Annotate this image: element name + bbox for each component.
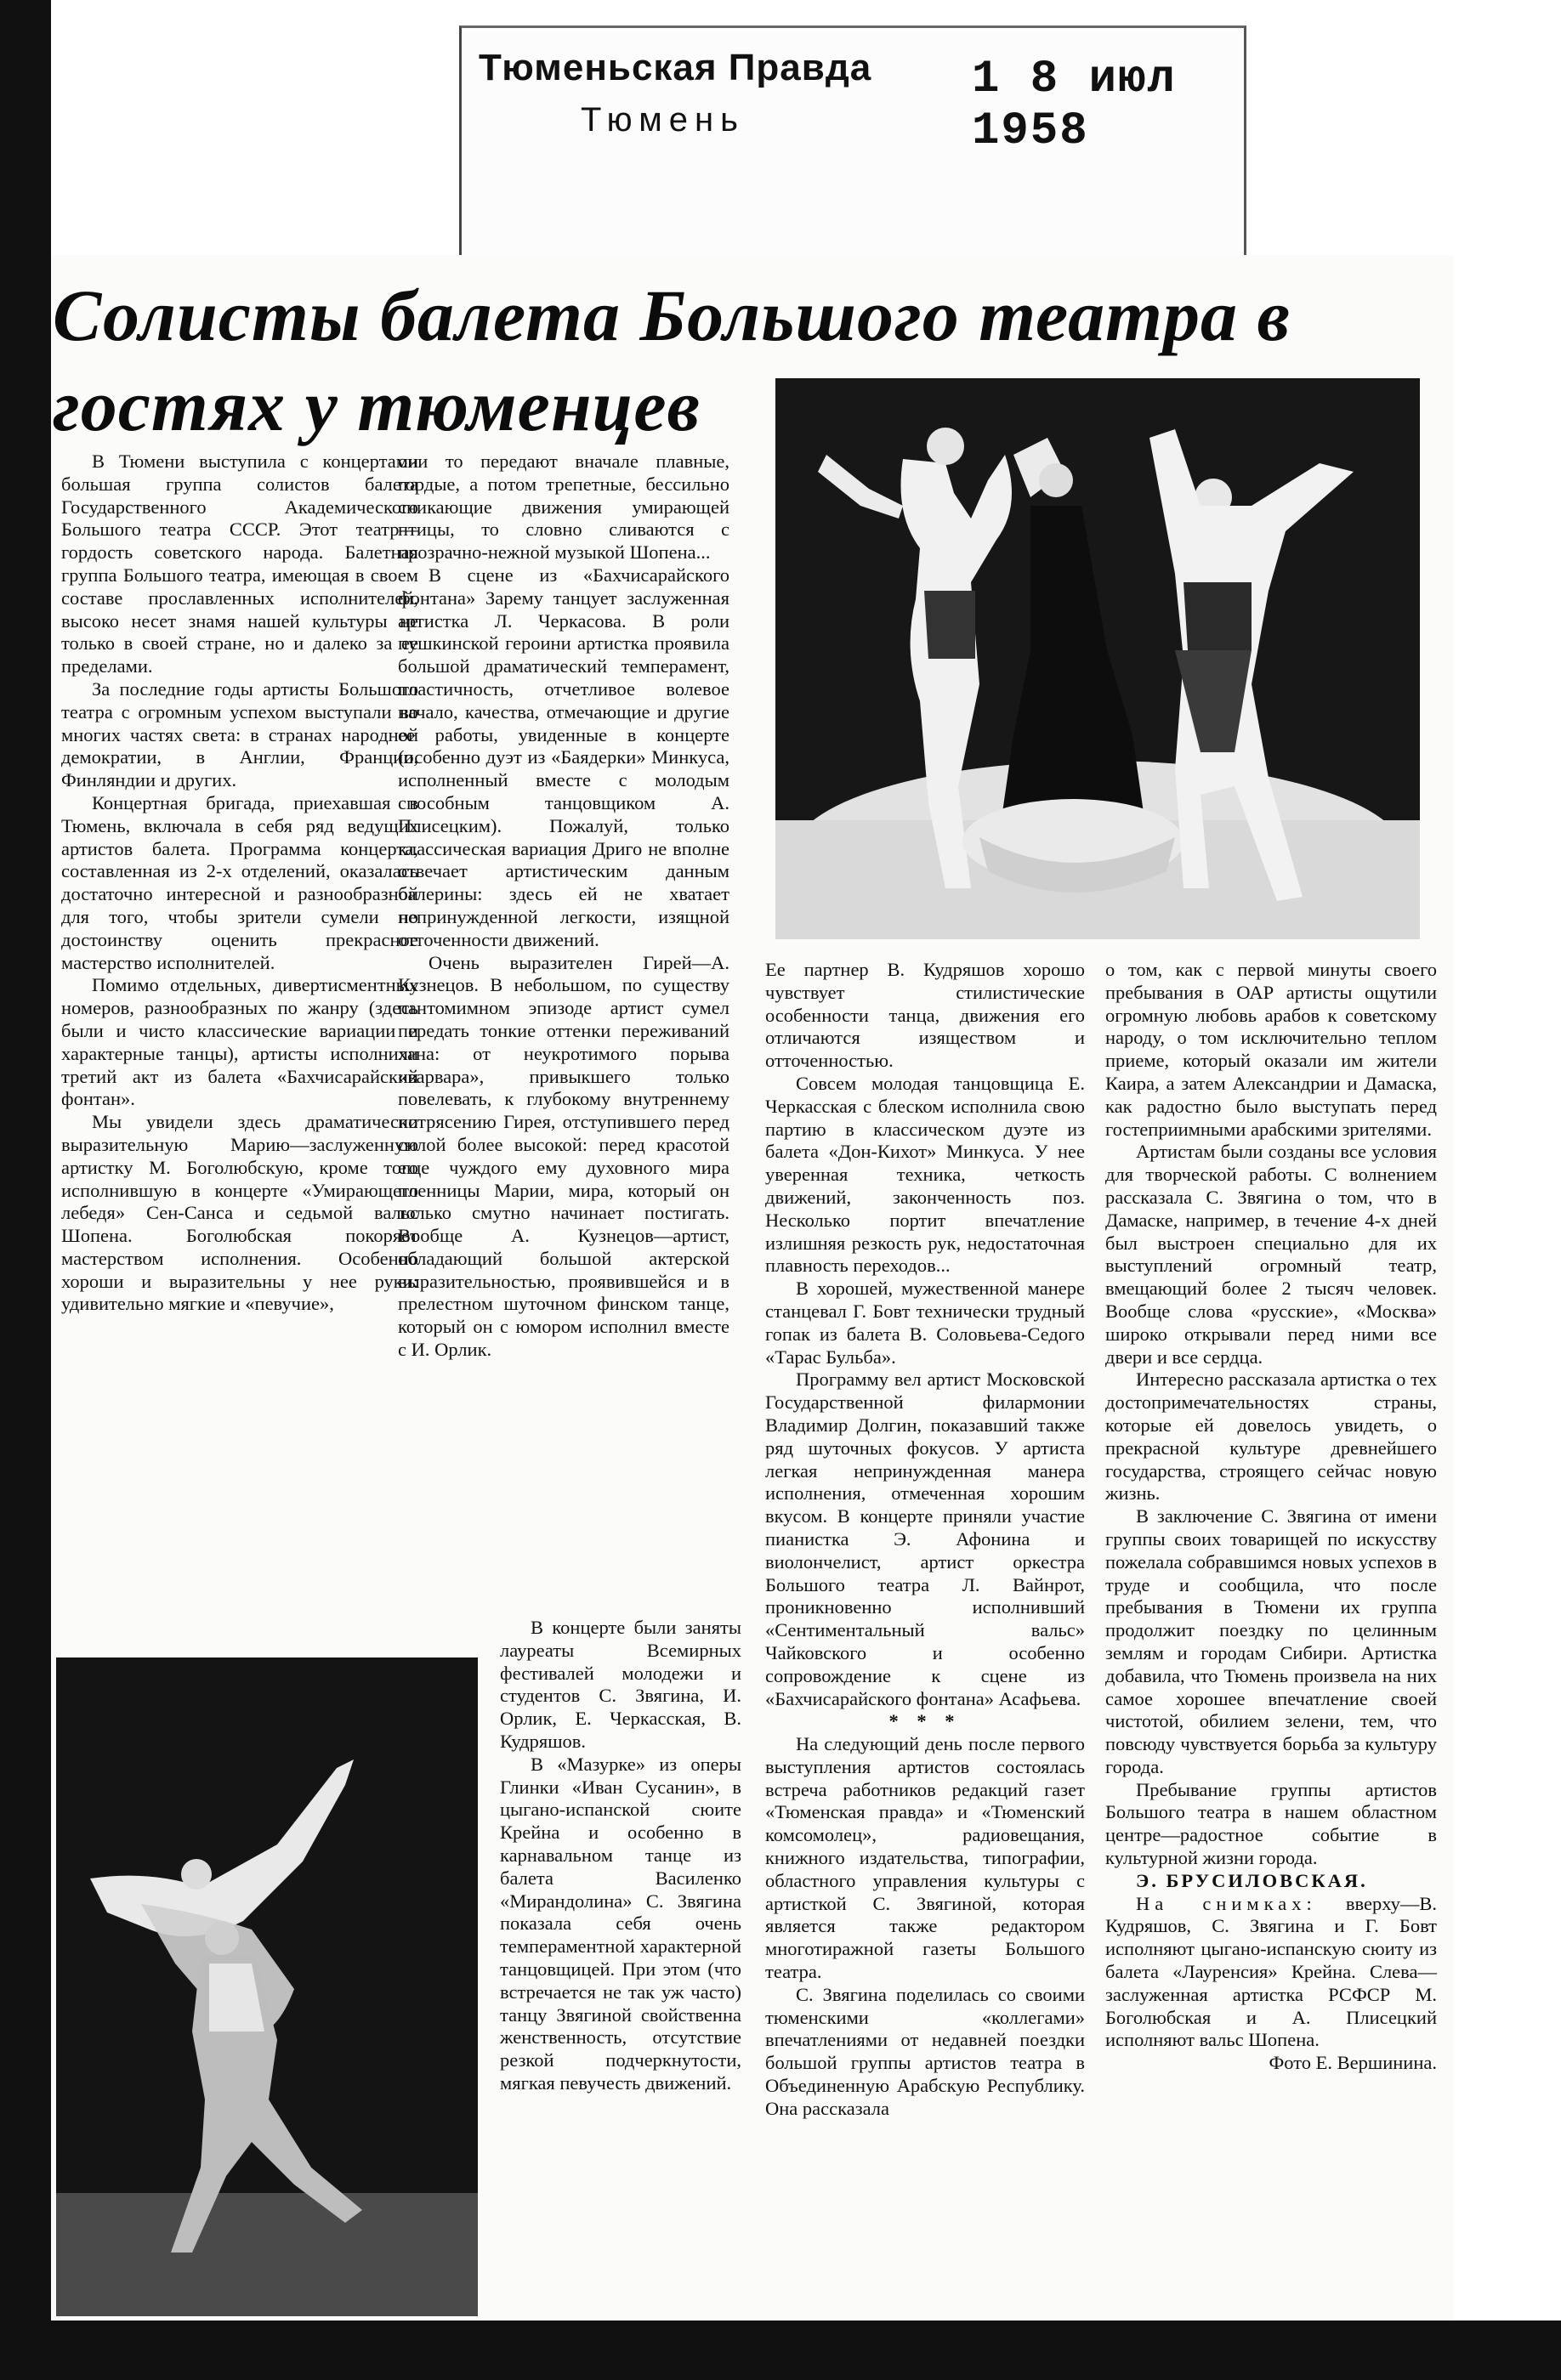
paragraph: С. Звягина поделилась со своими тюменскими «коллегами» впечатлениями от недавней поездки большой группы артистов театра в Объединенную Арабскую Республику. Она рассказала xyxy=(765,1983,1085,2119)
author-signature: Э. БРУСИЛОВСКАЯ. xyxy=(1136,1869,1368,1891)
caption-lead: На снимках: xyxy=(1136,1892,1317,1914)
article-column-2b xyxy=(500,1617,741,2095)
paragraph: Концертная бригада, приехавшая в Тюмень, включала в себя ряд ведущих артистов балета. Программа концерта, составленная из 2-х отделений, оказалась достаточно интересной и разнообразной для того, чтобы зрители сумели по достоинству оценить прекрасное мастерство исполнителей. xyxy=(61,791,418,973)
scan-border-left xyxy=(0,0,51,2380)
paragraph: Ее партнер В. Кудряшов хорошо чувствует стилистические особенности танца, движения его отличаются изяществом и отточенностью. xyxy=(765,959,1085,1072)
newspaper-slip xyxy=(459,26,1246,275)
paragraph: На следующий день после первого выступления артистов состоялась встреча работников редакций газет «Тюменская правда» и «Тюменский комсомолец», радиовещания, книжного издательства, типографии, областного управления культуры с артисткой С. Звягиной, которая является также редактором многотиражной газеты Большого театра. xyxy=(765,1733,1085,1983)
paragraph: Совсем молодая танцовщица Е. Черкасская с блеском исполнила свою партию в классическом дуэте из балета «Дон-Кихот» Минкуса. У нее уверенная техника, четкость движений, законченность поз. Несколько портит впечатление излишняя резкость рук, недостаточная плавность переходов... xyxy=(765,1072,1085,1277)
paragraph: В сцене из «Бахчисарайского фонтана» Зарему танцует заслуженная артистка Л. Черкасова. В роли пушкинской героини артистка проявила большой драматический темперамент, пластичность, отчетливое волевое начало, качества, отмечающие и другие ее работы, увиденные в концерте (особенно дуэт из «Баядерки» Минкуса, исполненный вместе с молодым способным танцовщиком А. Плисецким). Пожалуй, только классическая вариация Дриго не вполне отвечает артистическим данным балерины: здесь ей не хватает непринужденной легкости, изящной отточенности движений. xyxy=(398,564,729,950)
paragraph: За последние годы артисты Большого театра с огромным успехом выступали во многих частях света: в странах народной демократии, в Англии, Франции, Финляндии и других. xyxy=(61,677,418,791)
photo-caption xyxy=(1105,1893,1437,2053)
paragraph: Мы увидели здесь драматически выразительную Марию—заслуженную артистку М. Боголюбскую, кроме того исполнившую в концерте «Умирающего лебедя» Сен-Санса и седьмой вальс Шопена. Боголюбская покоряет мастерством исполнения. Особенно хороши и выразительны у нее руки: удивительно мягкие и «певучие», xyxy=(61,1111,418,1315)
paragraph: о том, как с первой минуты своего пребывания в ОАР артисты ощутили огромную любовь арабов к советскому народу, о том исключительно теплом приеме, который оказали им жители Каира, а затем Александрии и Дамаска, как радостно было выступать перед гостеприимными арабскими зрителями. xyxy=(1105,959,1437,1140)
paragraph: В хорошей, мужественной манере станцевал Г. Бовт технически трудный гопак из балета В. Соловьева-Седого «Тарас Бульба». xyxy=(765,1278,1085,1368)
paragraph: В Тюмени выступила с концертами большая группа солистов балета Государственного Академического Большого театра СССР. Этот театр—гордость советского народа. Балетная группа Большого театра, имеющая в своем составе прославленных исполнителей, высоко несет знамя нашей культуры не только в своей стране, но и далеко за ее пределами. xyxy=(61,450,418,677)
photo-top xyxy=(775,378,1420,939)
section-divider: * * * xyxy=(888,1710,962,1732)
scan-border-bottom xyxy=(0,2320,1561,2380)
paragraph: Пребывание группы артистов Большого театра в нашем областном центре—радостное событие в культурной жизни города. xyxy=(1105,1778,1437,1869)
newspaper-city: Тюмень xyxy=(581,101,745,139)
photo-credit: Фото Е. Вершинина. xyxy=(1269,2052,1437,2074)
article-column-2 xyxy=(398,450,729,1362)
paragraph: Очень выразителен Гирей—А. Кузнецов. В небольшом, по существу пантомимном эпизоде артист сумел передать тонкие оттенки переживаний хана: от неукротимого порыва «варвара», привыкшего только повелевать, к глубокому внутреннему потрясению Гирея, отступившего перед силой более высокой: перед красотой еще чуждого ему духовного мира пленницы Марии, мира, который он только смутно начинает постигать. Вообще А. Кузнецов—артист, обладающий большой актерской выразительностью, проявившейся и в прелестном шуточном финском танце, который он с юмором исполнил вместе с И. Орлик. xyxy=(398,951,729,1361)
paragraph: они то передают вначале плавные, гордые, а потом трепетные, бессильно сникающие движения умирающей птицы, то словно сливаются с прозрачно-нежной музыкой Шопена... xyxy=(398,450,729,564)
paragraph: В «Мазурке» из оперы Глинки «Иван Сусанин», в цыгано-испанской сюите Крейна и особенно в карнавальном танце из балета Василенко «Мирандолина» С. Звягина показала себя очень темпераментной характерной танцовщицей. При этом (что встречается не так уж часто) танцу Звягиной свойственна женственность, отсутствие резкой подчеркнутости, мягкая певучесть движений. xyxy=(500,1753,741,2094)
dancers-duet-image xyxy=(56,1658,478,2316)
article-headline: Солисты балета Большого театра в гостях у тюменцев xyxy=(53,275,1291,446)
paragraph: В концерте были заняты лауреаты Всемирных фестивалей молодежи и студентов С. Звягина, И. Орлик, Е. Черкасская, В. Кудряшов. xyxy=(500,1617,741,1752)
paragraph: В заключение С. Звягина от имени группы своих товарищей по искусству пожелала собравшимся новых успехов в труде и сообщила, что после пребывания в Тюмени их группа продолжит поездку по целинным землям и городам Сибири. Артистка добавила, что Тюмень произвела на них самое хорошее впечатление своей чистотой, обилием зелени, тем, что повсюду чувствуется борьба за культуру города. xyxy=(1105,1505,1437,1777)
photo-bottom xyxy=(56,1658,478,2316)
paragraph: Артистам были созданы все условия для творческой работы. С волнением рассказала С. Звягина о том, что в Дамаске, например, в течение 4-х дней был выстроен специально для их выступлений огромный театр, вмещающий более 2 тысяч человек. Вообще слова «русские», «Москва» широко открывали перед ними все двери и все сердца. xyxy=(1105,1141,1437,1368)
article-column-3 xyxy=(765,959,1085,2121)
paragraph: Программу вел артист Московской Государственной филармонии Владимир Долгин, показавший также ряд шуточных фокусов. У артиста легкая непринужденная манера исполнения, отмеченная хорошим вкусом. В концерте приняли участие пианистка Э. Афонина и виолончелист, артист оркестра Большого театра Л. Вайнрот, проникновенно исполнивший «Сентиментальный вальс» Чайковского и особенно сопровождение к сцене из «Бахчисарайского фонтана» Асафьева. xyxy=(765,1368,1085,1709)
caption-text: вверху—В. Кудряшов, С. Звягина и Г. Бовт исполняют цыгано-испанскую сюиту из балета «Лауренсия» Крейна. Слева—заслуженная артистка РСФСР М. Боголюбская и А. Плисецкий исполняют вальс Шопена. xyxy=(1105,1892,1438,2051)
article-column-1 xyxy=(61,450,418,1316)
newspaper-name: Тюменьская Правда xyxy=(479,47,872,88)
article-column-4 xyxy=(1105,959,1437,2075)
dancers-trio-image xyxy=(775,378,1420,939)
scan-background-right xyxy=(1445,0,1561,2380)
date-stamp: 1 8 июл 1958 xyxy=(972,54,1177,157)
paragraph: Помимо отдельных, дивертисментных номеров, разнообразных по жанру (здесь были и чисто классические вариации и характерные танцы), артисты исполнили третий акт из балета «Бахчисарайский фонтан». xyxy=(61,974,418,1110)
paragraph: Интересно рассказала артистка о тех достопримечательностях страны, которые ей довелось увидеть, о прекрасной культуре древнейшего государства, строящего сейчас новую жизнь. xyxy=(1105,1368,1437,1504)
